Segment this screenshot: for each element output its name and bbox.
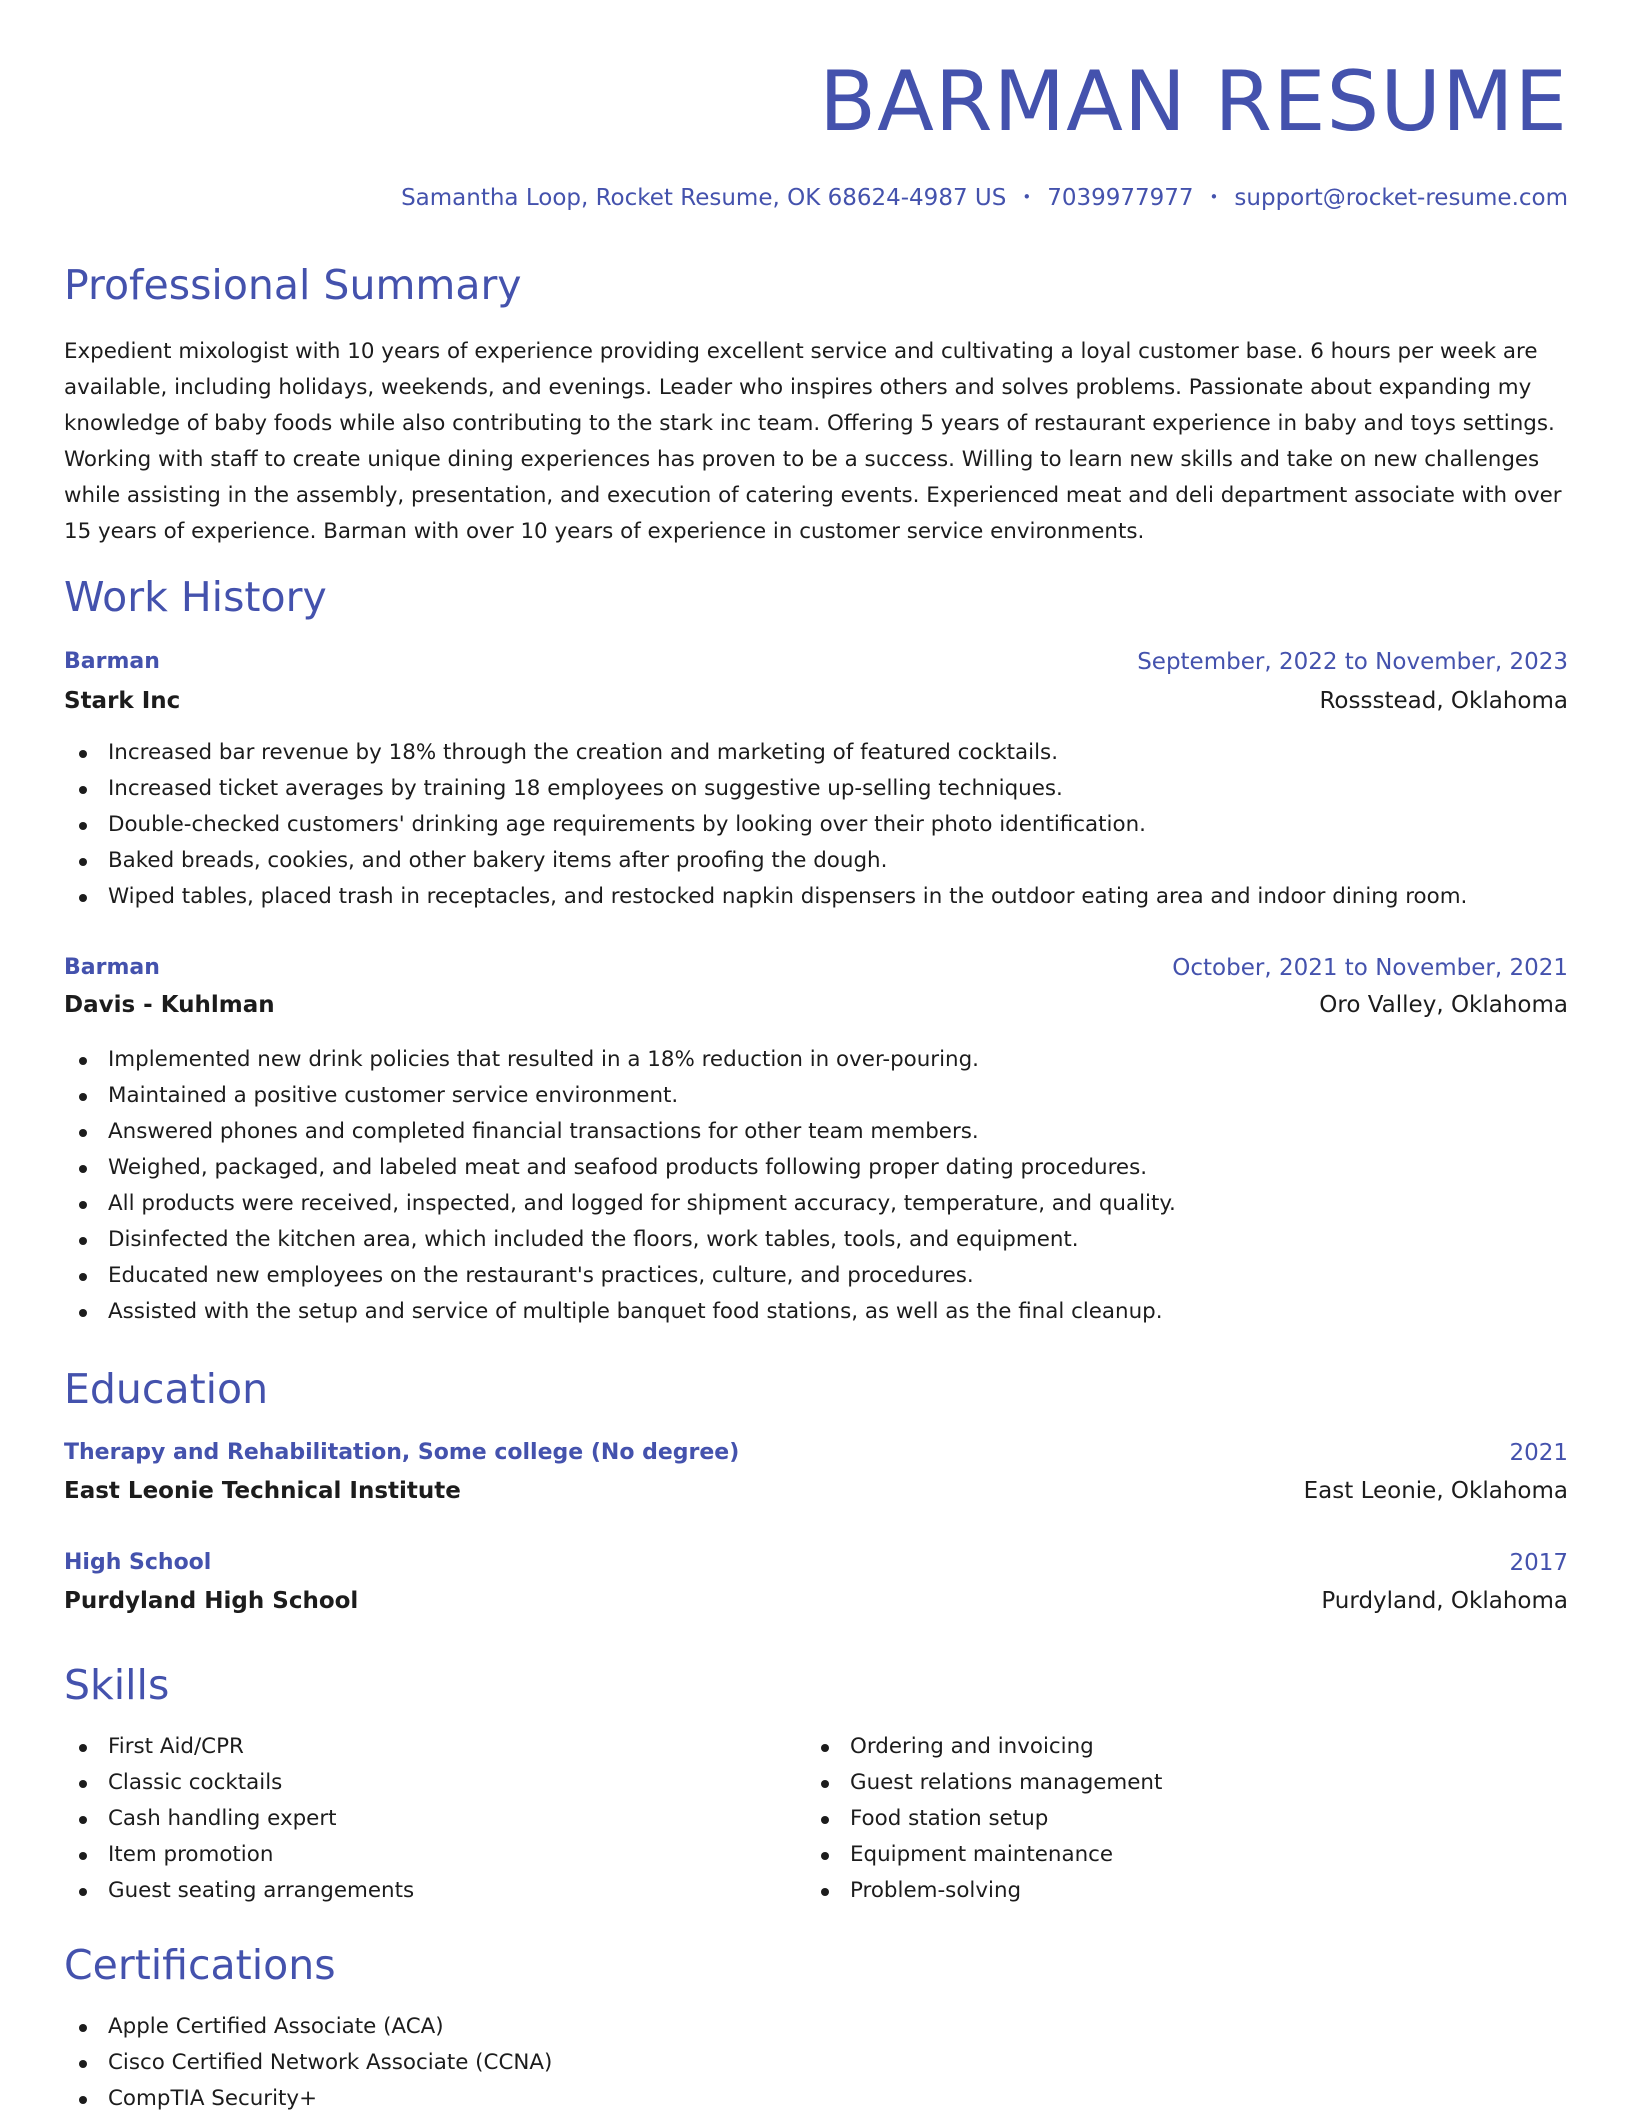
skills-list-left <box>64 1729 414 1909</box>
education-school-row <box>64 1473 1568 1509</box>
job-header-row <box>64 644 1568 680</box>
contact-separator: • <box>1022 188 1032 206</box>
resume-title: BARMAN RESUME <box>819 53 1568 150</box>
job-duty-item: Assisted with the setup and service of multiple banquet food stations, as well as the final cleanup. <box>64 1294 1176 1330</box>
skills-heading: Skills <box>64 1661 170 1709</box>
education-location: Purdyland, Oklahoma <box>1321 1588 1568 1614</box>
job-duty-item: Answered phones and completed financial transactions for other team members. <box>64 1114 1176 1150</box>
skill-item: Guest relations management <box>806 1765 1162 1801</box>
job-dates: September, 2022 to November, 2023 <box>1137 649 1568 675</box>
education-degree: High School <box>64 1550 212 1575</box>
education-year: 2017 <box>1509 1550 1568 1576</box>
job-duty-item: Increased bar revenue by 18% through the creation and marketing of featured cocktails. <box>64 735 1467 771</box>
education-header-row <box>64 1435 1568 1471</box>
job-dates: October, 2021 to November, 2021 <box>1172 955 1568 981</box>
education-school: Purdyland High School <box>64 1588 359 1614</box>
education-school-row <box>64 1583 1568 1619</box>
contact-email: support@rocket-resume.com <box>1234 185 1568 211</box>
contact-separator: • <box>1209 188 1219 206</box>
job-duty-item: Increased ticket averages by training 18 employees on suggestive up-selling techniques. <box>64 771 1467 807</box>
job-duties-list <box>64 735 1467 915</box>
summary-text: Expedient mixologist with 10 years of experience providing excellent service and cultivating a loyal customer base. 6 hours per week are available, including holidays, weekends, and evenings. Leader who inspires others and solves problems. Passionate about expanding my knowledge of baby foods while also contributing to the stark inc team. Offering 5 years of restaurant experience in baby and toys settings. Working with staff to create unique dining experiences has proven to be a success. Willing to learn new skills and take on new challenges while assisting in the assembly, presentation, and execution of catering events. Experienced meat and deli department associate with over 15 years of experience. Barman with over 10 years of experience in customer service environments. <box>64 339 1562 544</box>
skill-item: First Aid/CPR <box>64 1729 414 1765</box>
work-history-heading: Work History <box>64 573 327 621</box>
skill-item: Food station setup <box>806 1801 1162 1837</box>
job-duty-item: Educated new employees on the restaurant's practices, culture, and procedures. <box>64 1258 1176 1294</box>
contact-phone: 7039977977 <box>1047 185 1194 211</box>
contact-address: Samantha Loop, Rocket Resume, OK 68624-4987 US <box>401 185 1007 211</box>
skill-item: Cash handling expert <box>64 1801 414 1837</box>
skill-item: Problem-solving <box>806 1873 1162 1909</box>
job-title: Barman <box>64 649 160 674</box>
job-header-row <box>64 950 1568 986</box>
job-title: Barman <box>64 955 160 980</box>
contact-line <box>401 180 1568 215</box>
job-company: Davis - Kuhlman <box>64 992 275 1018</box>
certifications-list <box>64 2009 552 2117</box>
job-company: Stark Inc <box>64 688 181 714</box>
skills-list-right <box>806 1729 1162 1909</box>
skill-item: Classic cocktails <box>64 1765 414 1801</box>
skill-item: Guest seating arrangements <box>64 1873 414 1909</box>
skill-item: Item promotion <box>64 1837 414 1873</box>
job-duty-item: Weighed, packaged, and labeled meat and seafood products following proper dating procedures. <box>64 1150 1176 1186</box>
job-duty-item: Implemented new drink policies that resulted in a 18% reduction in over-pouring. <box>64 1042 1176 1078</box>
job-company-row <box>64 683 1568 719</box>
education-school: East Leonie Technical Institute <box>64 1478 461 1504</box>
job-company-row <box>64 987 1568 1023</box>
certifications-heading: Certifications <box>64 1941 336 1989</box>
job-duty-item: Double-checked customers' drinking age requirements by looking over their photo identification. <box>64 807 1467 843</box>
job-location: Oro Valley, Oklahoma <box>1319 992 1568 1018</box>
job-duty-item: Wiped tables, placed trash in receptacles, and restocked napkin dispensers in the outdoor eating area and indoor dining room. <box>64 879 1467 915</box>
skill-item: Equipment maintenance <box>806 1837 1162 1873</box>
education-header-row <box>64 1545 1568 1581</box>
education-location: East Leonie, Oklahoma <box>1303 1478 1568 1504</box>
job-location: Rossstead, Oklahoma <box>1319 688 1568 714</box>
job-duty-item: Baked breads, cookies, and other bakery items after proofing the dough. <box>64 843 1467 879</box>
education-year: 2021 <box>1509 1440 1568 1466</box>
skill-item: Ordering and invoicing <box>806 1729 1162 1765</box>
job-duty-item: Maintained a positive customer service environment. <box>64 1078 1176 1114</box>
job-duty-item: All products were received, inspected, and logged for shipment accuracy, temperature, and quality. <box>64 1186 1176 1222</box>
summary-heading: Professional Summary <box>64 261 522 309</box>
certification-item: CompTIA Security+ <box>64 2081 552 2117</box>
job-duty-item: Disinfected the kitchen area, which included the floors, work tables, tools, and equipment. <box>64 1222 1176 1258</box>
job-duties-list <box>64 1042 1176 1330</box>
certification-item: Apple Certified Associate (ACA) <box>64 2009 552 2045</box>
certification-item: Cisco Certified Network Associate (CCNA) <box>64 2045 552 2081</box>
education-heading: Education <box>64 1365 269 1413</box>
education-degree: Therapy and Rehabilitation, Some college (No degree) <box>64 1440 740 1465</box>
